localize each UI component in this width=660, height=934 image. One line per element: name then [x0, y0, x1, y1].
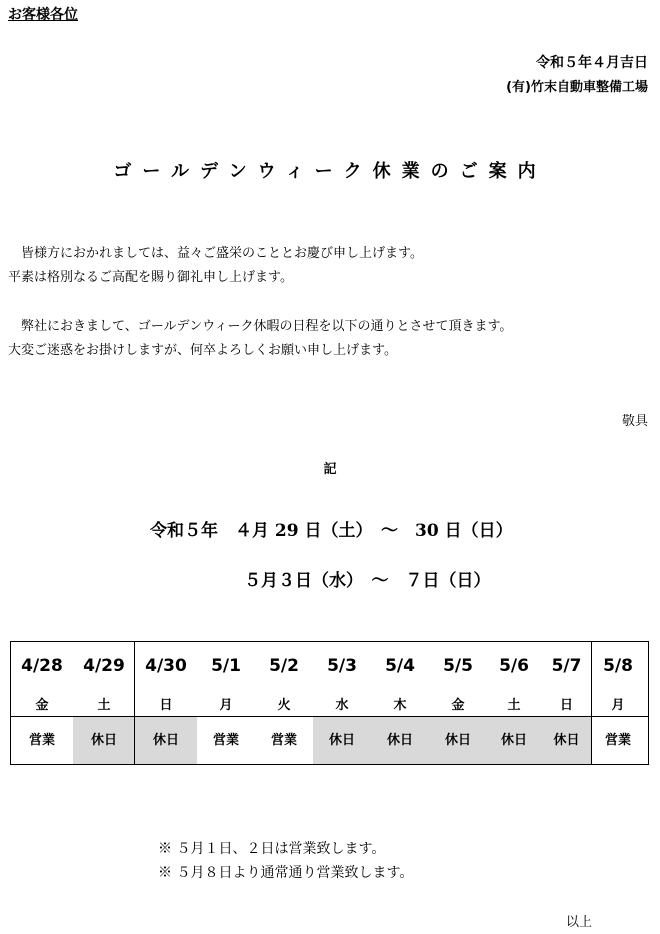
holiday-period-2: ５月３日（水） ～ ７日（日）	[244, 571, 491, 591]
calendar-day-column	[197, 642, 255, 764]
calendar-status-closed: 休日	[135, 717, 197, 764]
calendar-status-closed: 休日	[73, 717, 135, 764]
calendar-date: 4/28	[21, 656, 63, 676]
calendar-weekday: 土	[97, 698, 111, 713]
calendar-weekday: 土	[507, 698, 521, 713]
calendar-date: 5/6	[499, 656, 529, 676]
calendar-day-column	[541, 642, 592, 764]
calendar-date: 5/3	[327, 656, 357, 676]
calendar-weekday: 月	[611, 698, 625, 713]
calendar-date: 5/2	[269, 656, 299, 676]
company-name: (有)竹末自動車整備工場	[506, 80, 648, 95]
calendar-weekday: 日	[159, 698, 173, 713]
issue-date: 令和５年４月吉日	[536, 55, 648, 71]
calendar-row-divider	[11, 716, 648, 717]
closing-ijou: 以上	[565, 915, 592, 930]
calendar-day-column	[313, 642, 371, 764]
calendar-date: 5/7	[551, 656, 582, 676]
calendar-status-closed: 休日	[429, 717, 487, 764]
note-1: ※ ５月１日、２日は営業致します。	[158, 841, 386, 857]
calendar-date: 4/30	[145, 656, 187, 676]
notice-line-1: 弊社におきまして、ゴールデンウィーク休暇の日程を以下の通りとさせて頂きます。	[8, 319, 513, 334]
calendar-day-column	[487, 642, 541, 764]
calendar-weekday: 火	[277, 698, 291, 713]
calendar-date: 5/1	[211, 656, 241, 676]
calendar-date: 5/4	[385, 656, 415, 676]
calendar-day-column	[11, 642, 73, 764]
greeting-line-1: 皆様方におかれましては、益々ご盛栄のこととお慶び申し上げます。	[8, 246, 423, 261]
note-2: ※ ５月８日より通常通り営業致します。	[158, 865, 414, 881]
calendar-day-column	[371, 642, 429, 764]
closing-keigu: 敬具	[621, 414, 648, 429]
greeting-line-2: 平素は格別なるご高配を賜り御礼申し上げます。	[8, 270, 293, 285]
calendar-weekday: 水	[335, 698, 349, 713]
calendar-date: 5/8	[603, 656, 633, 676]
calendar-status-closed: 休日	[541, 717, 592, 764]
calendar-date: 4/29	[83, 656, 125, 676]
calendar-weekday: 月	[219, 698, 233, 713]
calendar-day-column	[592, 642, 644, 764]
calendar-status-closed: 休日	[487, 717, 541, 764]
calendar-status-open: 営業	[212, 733, 239, 748]
calendar-day-column	[255, 642, 313, 764]
calendar-date: 5/5	[443, 656, 473, 676]
document-title: ゴールデンウィーク休業のご案内	[113, 161, 547, 182]
notice-line-2: 大変ご迷惑をお掛けしますが、何卒よろしくお願い申し上げます。	[8, 343, 397, 358]
holiday-calendar-table	[10, 641, 649, 765]
holiday-period-1: 令和５年 ４月 29 日（土） ～ 30 日（日）	[150, 521, 513, 541]
calendar-status-open: 営業	[604, 733, 631, 748]
calendar-day-column	[429, 642, 487, 764]
calendar-status-open: 営業	[28, 733, 55, 748]
calendar-status-closed: 休日	[371, 717, 429, 764]
calendar-weekday: 日	[559, 698, 573, 713]
calendar-status-closed: 休日	[313, 717, 371, 764]
calendar-weekday: 木	[393, 698, 407, 713]
calendar-weekday: 金	[451, 698, 465, 713]
calendar-day-column	[73, 642, 135, 764]
calendar-day-column	[135, 642, 197, 764]
calendar-status-open: 営業	[270, 733, 297, 748]
addressee: お客様各位	[8, 7, 78, 23]
ki-heading: 記	[323, 462, 337, 477]
calendar-weekday: 金	[35, 698, 49, 713]
